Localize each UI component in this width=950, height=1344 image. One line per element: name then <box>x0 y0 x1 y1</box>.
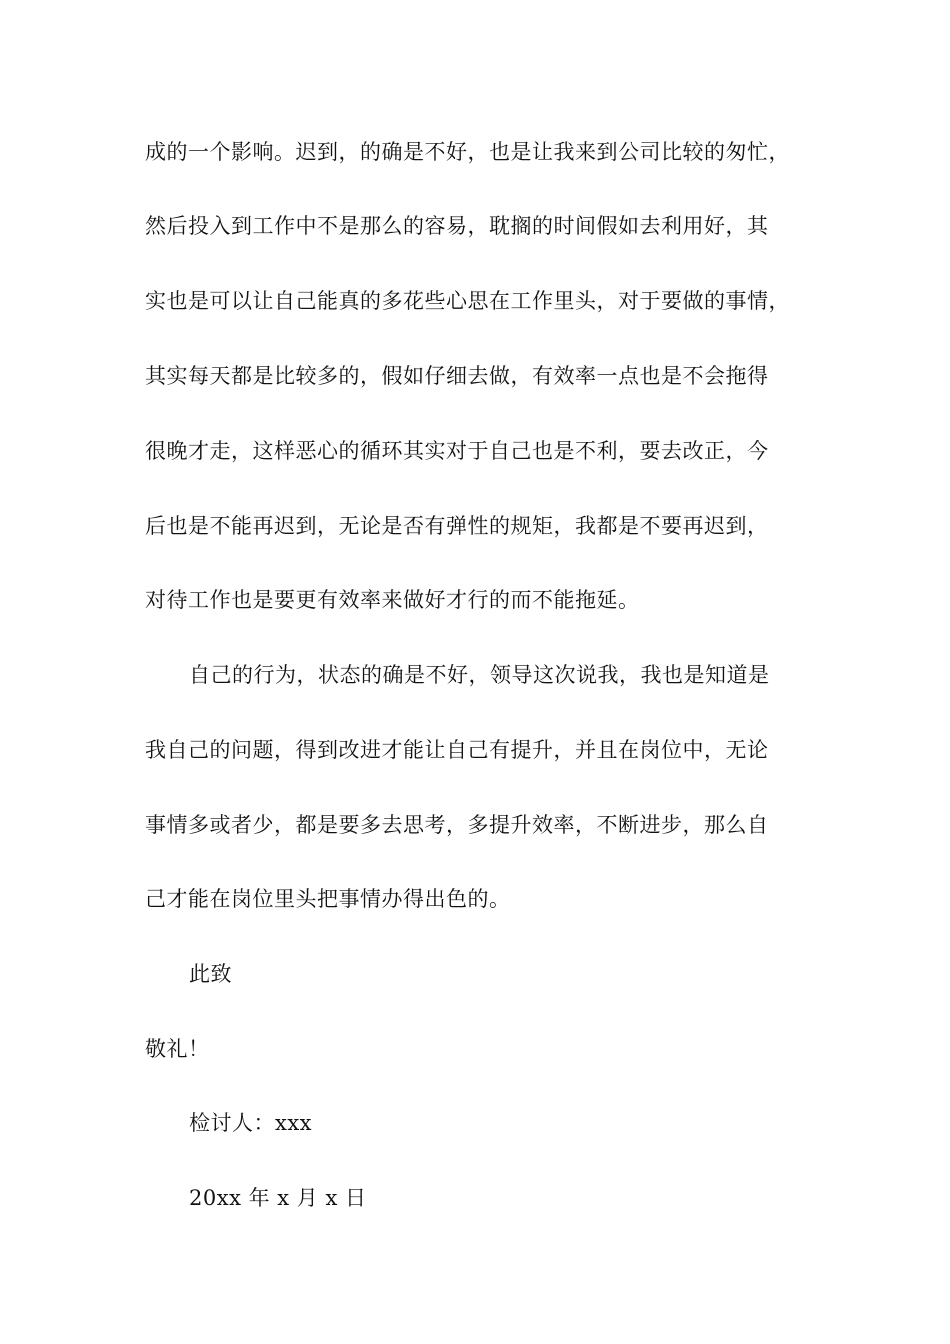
paragraph-1-line-6: 后也是不能再迟到，无论是否有弹性的规矩，我都是不要再迟到， <box>145 514 769 538</box>
closing-greeting: 此致 <box>189 962 232 986</box>
paragraph-2-line-2: 我自己的问题，得到改进才能让自己有提升，并且在岗位中，无论 <box>145 738 769 762</box>
signature: 检讨人：xxx <box>189 1111 313 1135</box>
closing-salute: 敬礼！ <box>145 1037 210 1061</box>
date: 20xx 年 x 月 x 日 <box>189 1186 367 1210</box>
paragraph-2-line-1: 自己的行为，状态的确是不好，领导这次说我，我也是知道是 <box>189 663 770 687</box>
paragraph-1-line-2: 然后投入到工作中不是那么的容易，耽搁的时间假如去利用好，其 <box>145 214 769 238</box>
paragraph-1-line-3: 实也是可以让自己能真的多花些心思在工作里头，对于要做的事情， <box>145 289 790 313</box>
paragraph-1-line-5: 很晚才走，这样恶心的循环其实对于自己也是不利，要去改正，今 <box>145 439 769 463</box>
paragraph-2-line-3: 事情多或者少，都是要多去思考，多提升效率，不断进步，那么自 <box>145 813 769 837</box>
paragraph-1-line-7: 对待工作也是要更有效率来做好才行的而不能拖延。 <box>145 588 640 612</box>
paragraph-2-line-4: 己才能在岗位里头把事情办得出色的。 <box>145 887 511 911</box>
paragraph-1-line-4: 其实每天都是比较多的，假如仔细去做，有效率一点也是不会拖得 <box>145 364 769 388</box>
paragraph-1-line-1: 成的一个影响。迟到，的确是不好，也是让我来到公司比较的匆忙， <box>145 140 790 164</box>
